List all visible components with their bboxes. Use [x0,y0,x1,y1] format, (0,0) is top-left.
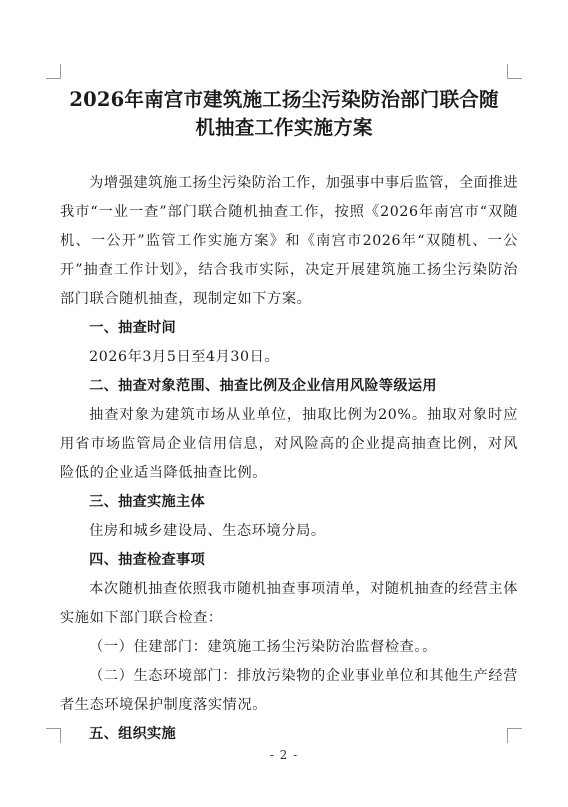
section-heading-organization: 五、组织实施 [89,726,177,742]
section-heading-items: 四、抽查检查事项 [89,552,206,568]
section-items-environment: （二）生态环境部门：排放污染物的企业事业单位和其他生产经营者生态环境保护制度落实情况。 [60,668,518,713]
section-time-text: 2026年3月5日至4月30日。 [89,349,280,365]
crop-mark-top-right [507,64,522,79]
intro-paragraph: 为增强建筑施工扬尘污染防治工作，加强事中事后监管，全面推进我市“一业一查”部门联合随机抽查工作，按照《2026年南宫市“双随机、一公开”监管工作实施方案》和《南宫市2026年“双随机、一公开”抽查工作计划》，结合我市实际，决定开展建筑施工扬尘污染防治部门联合随机抽查，现制定如下方案。 [60,175,518,307]
document-title: 2026年南宫市建筑施工扬尘污染防治部门联合随机抽查工作实施方案 [69,88,499,139]
page-number: - 2 - [269,748,299,762]
section-heading-time: 一、抽查时间 [89,320,177,336]
section-heading-scope: 二、抽查对象范围、抽查比例及企业信用风险等级运用 [89,378,437,394]
section-items-housing: （一）住建部门：建筑施工扬尘污染防治监督检查。。 [89,639,437,655]
section-heading-subject: 三、抽查实施主体 [89,494,206,510]
crop-mark-bottom-left [46,728,61,743]
section-subject-text: 住房和城乡建设局、生态环境分局。 [89,523,326,539]
section-items-text: 本次随机抽查依照我市随机抽查事项清单，对随机抽查的经营主体实施如下部门联合检查： [60,581,518,626]
document-body [60,169,518,749]
section-scope-text: 抽查对象为建筑市场从业单位，抽取比例为20%。抽取对象时应用省市场监管局企业信用信息，对风险高的企业提高抽查比例，对风险低的企业适当降低抽查比例。 [60,407,518,481]
crop-mark-top-left [46,64,61,79]
